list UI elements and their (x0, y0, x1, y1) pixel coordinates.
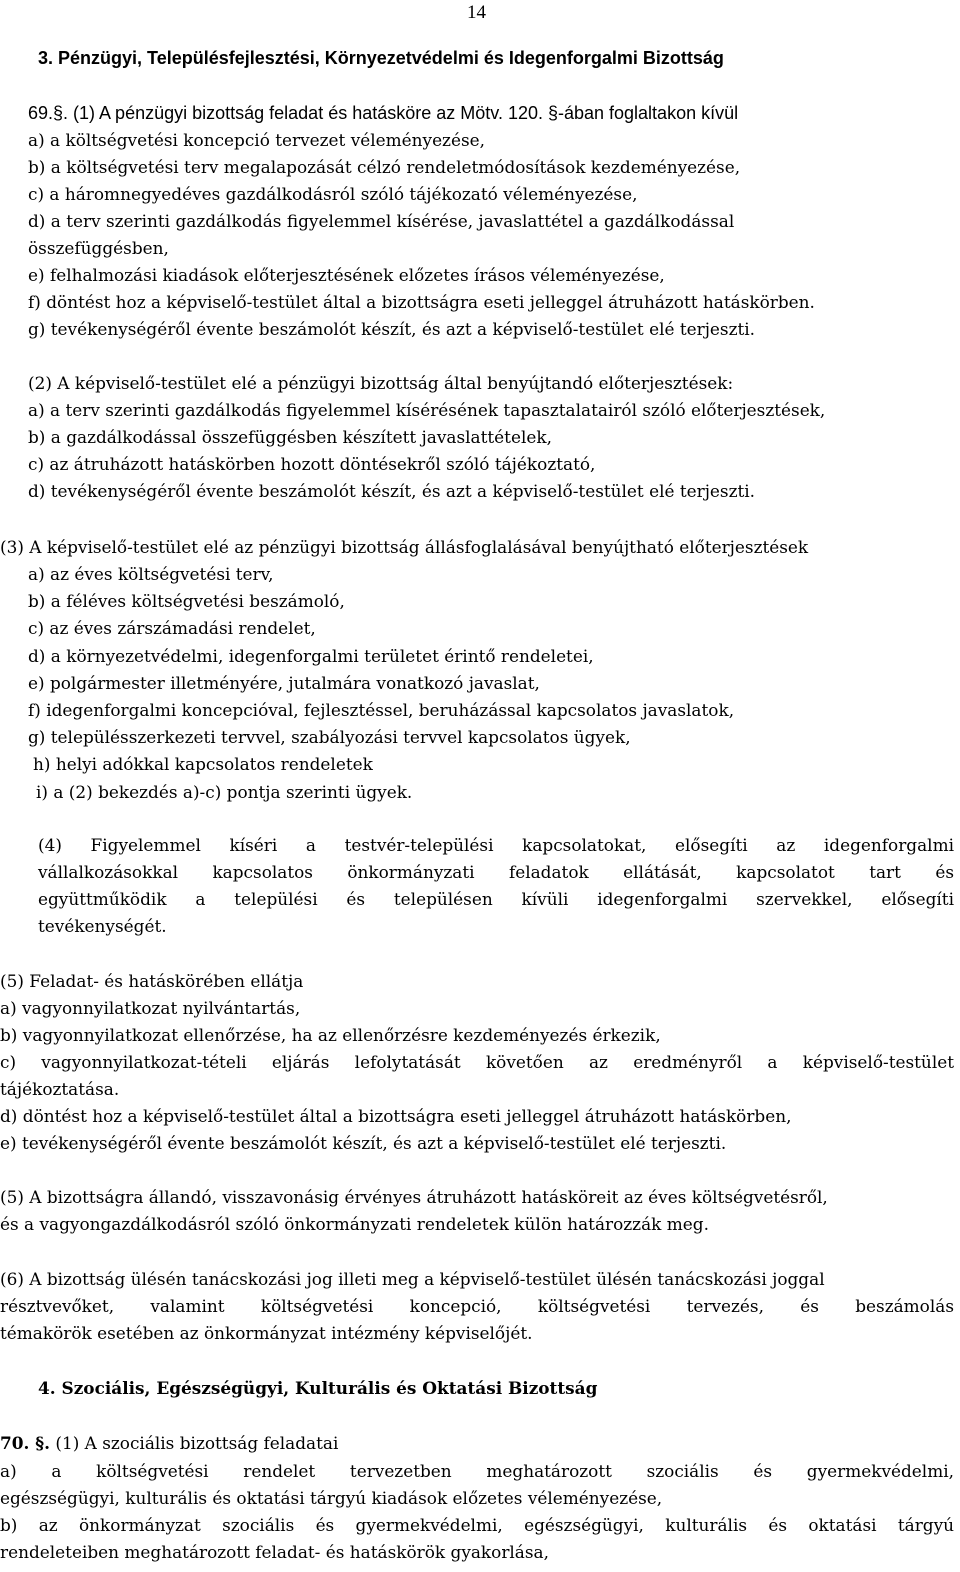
list-item: c) az átruházott hatáskörben hozott döntésekről szóló tájékoztató, (28, 454, 596, 474)
list-item: összefüggésben, (28, 238, 169, 258)
list-item: g) tevékenységéről évente beszámolót készít, és azt a képviselő-testület elé terjeszti. (28, 319, 756, 339)
paragraph-6-line: (6) A bizottság ülésén tanácskozási jog illeti meg a képviselő-testület ülésén tanácskozási joggal (0, 1269, 825, 1289)
paragraph-4-line: vállalkozásokkal kapcsolatos önkormányzati feladatok ellátását, kapcsolatot tart és (38, 862, 954, 882)
page-number: 14 (467, 2, 486, 23)
list-item: a) a terv szerinti gazdálkodás figyelemmel kísérésének tapasztalatairól szóló előterjesztések, (28, 400, 826, 420)
list-item: f) döntést hoz a képviselő-testület által a bizottságra eseti jelleggel átruházott hatáskörben. (28, 292, 815, 312)
list-item: tájékoztatása. (0, 1079, 120, 1099)
list-item: c) a háromnegyedéves gazdálkodásról szóló tájékozató véleményezése, (28, 184, 638, 204)
list-item: c) vagyonnyilatkozat-tételi eljárás lefolytatását követően az eredményről a képviselő-testület (0, 1052, 954, 1072)
list-item: g) településszerkezeti tervvel, szabályozási tervvel kapcsolatos ügyek, (28, 727, 631, 747)
list-item: d) tevékenységéről évente beszámolót készít, és azt a képviselő-testület elé terjeszti. (28, 481, 756, 501)
paragraph-2-intro: (2) A képviselő-testület elé a pénzügyi bizottság által benyújtandó előterjesztések: (28, 373, 734, 393)
section-4-heading: 4. Szociális, Egészségügyi, Kulturális és Oktatási Bizottság (38, 1378, 598, 1398)
paragraph-5b-line: és a vagyongazdálkodásról szóló önkormányzati rendeletek külön határozzák meg. (0, 1214, 709, 1234)
paragraph-6-line: résztvevőket, valamint költségvetési koncepció, költségvetési tervezés, és beszámolás (0, 1296, 954, 1316)
list-item: c) az éves zárszámadási rendelet, (28, 618, 316, 638)
section-3-heading: 3. Pénzügyi, Településfejlesztési, Környezetvédelmi és Idegenforgalmi Bizottság (38, 48, 724, 68)
list-item: e) tevékenységéről évente beszámolót készít, és azt a képviselő-testület elé terjeszti. (0, 1133, 727, 1153)
paragraph-69-intro: 69.§. (1) A pénzügyi bizottság feladat és hatásköre az Mötv. 120. §-ában foglaltakon kívül (28, 103, 739, 123)
list-item: h) helyi adókkal kapcsolatos rendeletek (33, 754, 373, 774)
paragraph-5a-intro: (5) Feladat- és hatáskörében ellátja (0, 971, 304, 991)
list-item: e) polgármester illetményére, jutalmára vonatkozó javaslat, (28, 673, 540, 693)
paragraph-3-intro: (3) A képviselő-testület elé az pénzügyi bizottság állásfoglalásával benyújtható előterjesztések (0, 537, 809, 557)
paragraph-4-line: együttműködik a települési és településen kívüli idegenforgalmi szervekkel, elősegíti (38, 889, 954, 909)
list-item: d) döntést hoz a képviselő-testület által a bizottságra eseti jelleggel átruházott hatáskörben, (0, 1106, 792, 1126)
list-item: d) a terv szerinti gazdálkodás figyelemmel kísérése, javaslattétel a gazdálkodással (28, 211, 735, 231)
paragraph-70-line: rendeleteiben meghatározott feladat- és hatáskörök gyakorlása, (0, 1542, 549, 1562)
paragraph-6-line: témakörök esetében az önkormányzat intézmény képviselőjét. (0, 1323, 533, 1343)
paragraph-5b-line: (5) A bizottságra állandó, visszavonásig érvényes átruházott hatásköreit az éves költségvetésről, (0, 1187, 828, 1207)
paragraph-70-number: 70. §. (0, 1433, 50, 1453)
paragraph-70-line: egészségügyi, kulturális és oktatási tárgyú kiadások előzetes véleményezése, (0, 1488, 663, 1508)
list-item: a) az éves költségvetési terv, (28, 564, 274, 584)
list-item: b) a féléves költségvetési beszámoló, (28, 591, 345, 611)
paragraph-70-line: b) az önkormányzat szociális és gyermekvédelmi, egészségügyi, kulturális és oktatási tárgyú (0, 1515, 954, 1535)
list-item: a) vagyonnyilatkozat nyilvántartás, (0, 998, 301, 1018)
list-item: a) a költségvetési koncepció tervezet véleményezése, (28, 130, 485, 150)
list-item: b) a költségvetési terv megalapozását célzó rendeletmódosítások kezdeményezése, (28, 157, 741, 177)
list-item: b) vagyonnyilatkozat ellenőrzése, ha az ellenőrzésre kezdeményezés érkezik, (0, 1025, 661, 1045)
paragraph-70-line: a) a költségvetési rendelet tervezetben meghatározott szociális és gyermekvédelmi, (0, 1461, 954, 1481)
list-item: e) felhalmozási kiadások előterjesztésének előzetes írásos véleményezése, (28, 265, 665, 285)
paragraph-70-intro (0, 1435, 338, 1452)
paragraph-4-line: tevékenységét. (38, 916, 167, 936)
paragraph-70-title: (1) A szociális bizottság feladatai (49, 1433, 339, 1453)
paragraph-4-line: (4) Figyelemmel kíséri a testvér-települési kapcsolatokat, elősegíti az idegenforgalmi (38, 835, 954, 855)
list-item: i) a (2) bekezdés a)-c) pontja szerinti ügyek. (36, 782, 413, 802)
list-item: d) a környezetvédelmi, idegenforgalmi területet érintő rendeletei, (28, 646, 594, 666)
list-item: b) a gazdálkodással összefüggésben készített javaslattételek, (28, 427, 552, 447)
list-item: f) idegenforgalmi koncepcióval, fejlesztéssel, beruházással kapcsolatos javaslatok, (28, 700, 735, 720)
